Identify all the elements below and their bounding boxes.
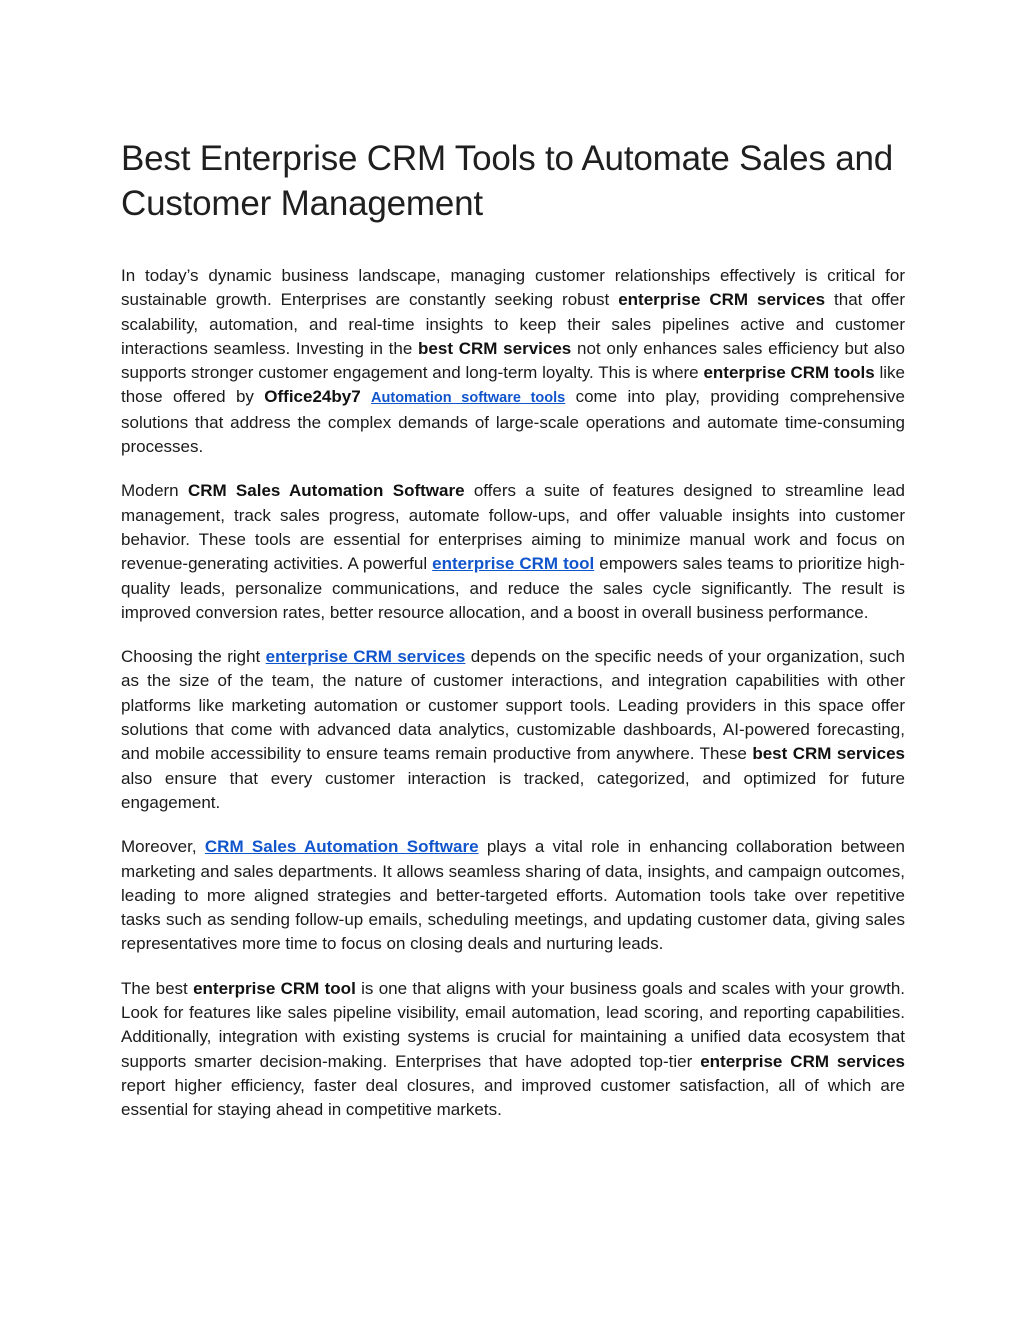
link-automation-software-tools[interactable]: Automation software tools <box>371 390 566 407</box>
text-run: like those offered by <box>121 363 905 407</box>
bold-best-crm-services: best CRM services <box>418 338 572 358</box>
paragraph-choosing <box>121 645 905 815</box>
document-title: Best Enterprise CRM Tools to Automate Sales and Customer Management <box>121 139 894 223</box>
link-enterprise-crm-tool[interactable]: enterprise CRM tool <box>432 554 595 574</box>
bold-enterprise-crm-services: enterprise CRM services <box>700 1051 905 1071</box>
text-run: plays a vital role in enhancing collaboration between marketing and sales departments. It allows seamless sharing of data, insights, and campaign outcomes, leading to more aligned strategies and better-targeted efforts. Automation tools take over repetitive tasks such as sending follow-up emails, scheduling meetings, and updating customer data, giving sales representatives more time to focus on closing deals and nurturing leads. <box>121 837 906 954</box>
text-run: come into play, providing comprehensive solutions that address the complex demands of large-scale operations and automate time-consuming processes. <box>121 387 905 457</box>
text-run: not only enhances sales efficiency but also supports stronger customer engagement and long-term loyalty. This is where <box>121 338 906 383</box>
bold-office24by7: Office24by7 <box>264 387 361 407</box>
bold-enterprise-crm-tools: enterprise CRM tools <box>703 363 875 383</box>
text-run: depends on the specific needs of your organization, such as the size of the team, the nature of customer interactions, and integration capabilities with other platforms like marketing automation or customer support tools. Leading providers in this space offer solutions that come with advanced data analytics, customizable dashboards, AI-powered forecasting, and mobile accessibility to ensure teams remain productive from anywhere. These <box>121 647 905 764</box>
text-run: offers a suite of features designed to streamline lead management, track sales progress, automate follow-ups, and offer valuable insights into customer behavior. These tools are essential for enterprises aiming to minimize manual work and focus on revenue-generating activities. A powerful <box>121 481 905 574</box>
document-page <box>121 136 905 1143</box>
text-run: empowers sales teams to prioritize high-quality leads, personalize communications, and reduce the sales cycle significantly. The result is improved conversion rates, better resource allocation, and a boost in overall business performance. <box>121 554 905 622</box>
paragraph-best-tool <box>121 977 905 1123</box>
text-run: that offer scalability, automation, and real-time insights to keep their sales pipelines active and customer interactions seamless. Investing in the <box>121 290 906 358</box>
text-run: is one that aligns with your business goals and scales with your growth. Look for features like sales pipeline visibility, email automation, lead scoring, and reporting capabilities. Additionally, integration with existing systems is crucial for maintaining a unified data ecosystem that supports smarter decision-making. Enterprises that have adopted top-tier <box>121 978 906 1071</box>
text-run: Moreover, <box>121 837 205 857</box>
text-run: In today’s dynamic business landscape, managing customer relationships effectively is critical for sustainable growth. Enterprises are constantly seeking robust <box>121 266 905 310</box>
bold-enterprise-crm-tool: enterprise CRM tool <box>193 978 356 998</box>
paragraph-crm-sales-automation <box>121 479 905 625</box>
bold-best-crm-services: best CRM services <box>752 744 905 764</box>
text-run: Modern <box>121 481 188 501</box>
link-crm-sales-automation-software[interactable]: CRM Sales Automation Software <box>204 837 479 857</box>
bold-crm-sales-automation-software: CRM Sales Automation Software <box>187 481 465 501</box>
bold-enterprise-crm-services: enterprise CRM services <box>618 290 826 310</box>
link-enterprise-crm-services[interactable]: enterprise CRM services <box>265 647 466 667</box>
paragraph-intro <box>121 264 905 459</box>
text-run: Choosing the right <box>121 647 266 667</box>
text-run: report higher efficiency, faster deal closures, and improved customer satisfaction, all of which are essential for staying ahead in competitive markets. <box>121 1075 905 1120</box>
paragraph-moreover <box>121 835 905 956</box>
text-run: also ensure that every customer interaction is tracked, categorized, and optimized for future engagement. <box>121 768 905 812</box>
text-run <box>361 387 371 406</box>
text-run: The best <box>121 978 194 998</box>
